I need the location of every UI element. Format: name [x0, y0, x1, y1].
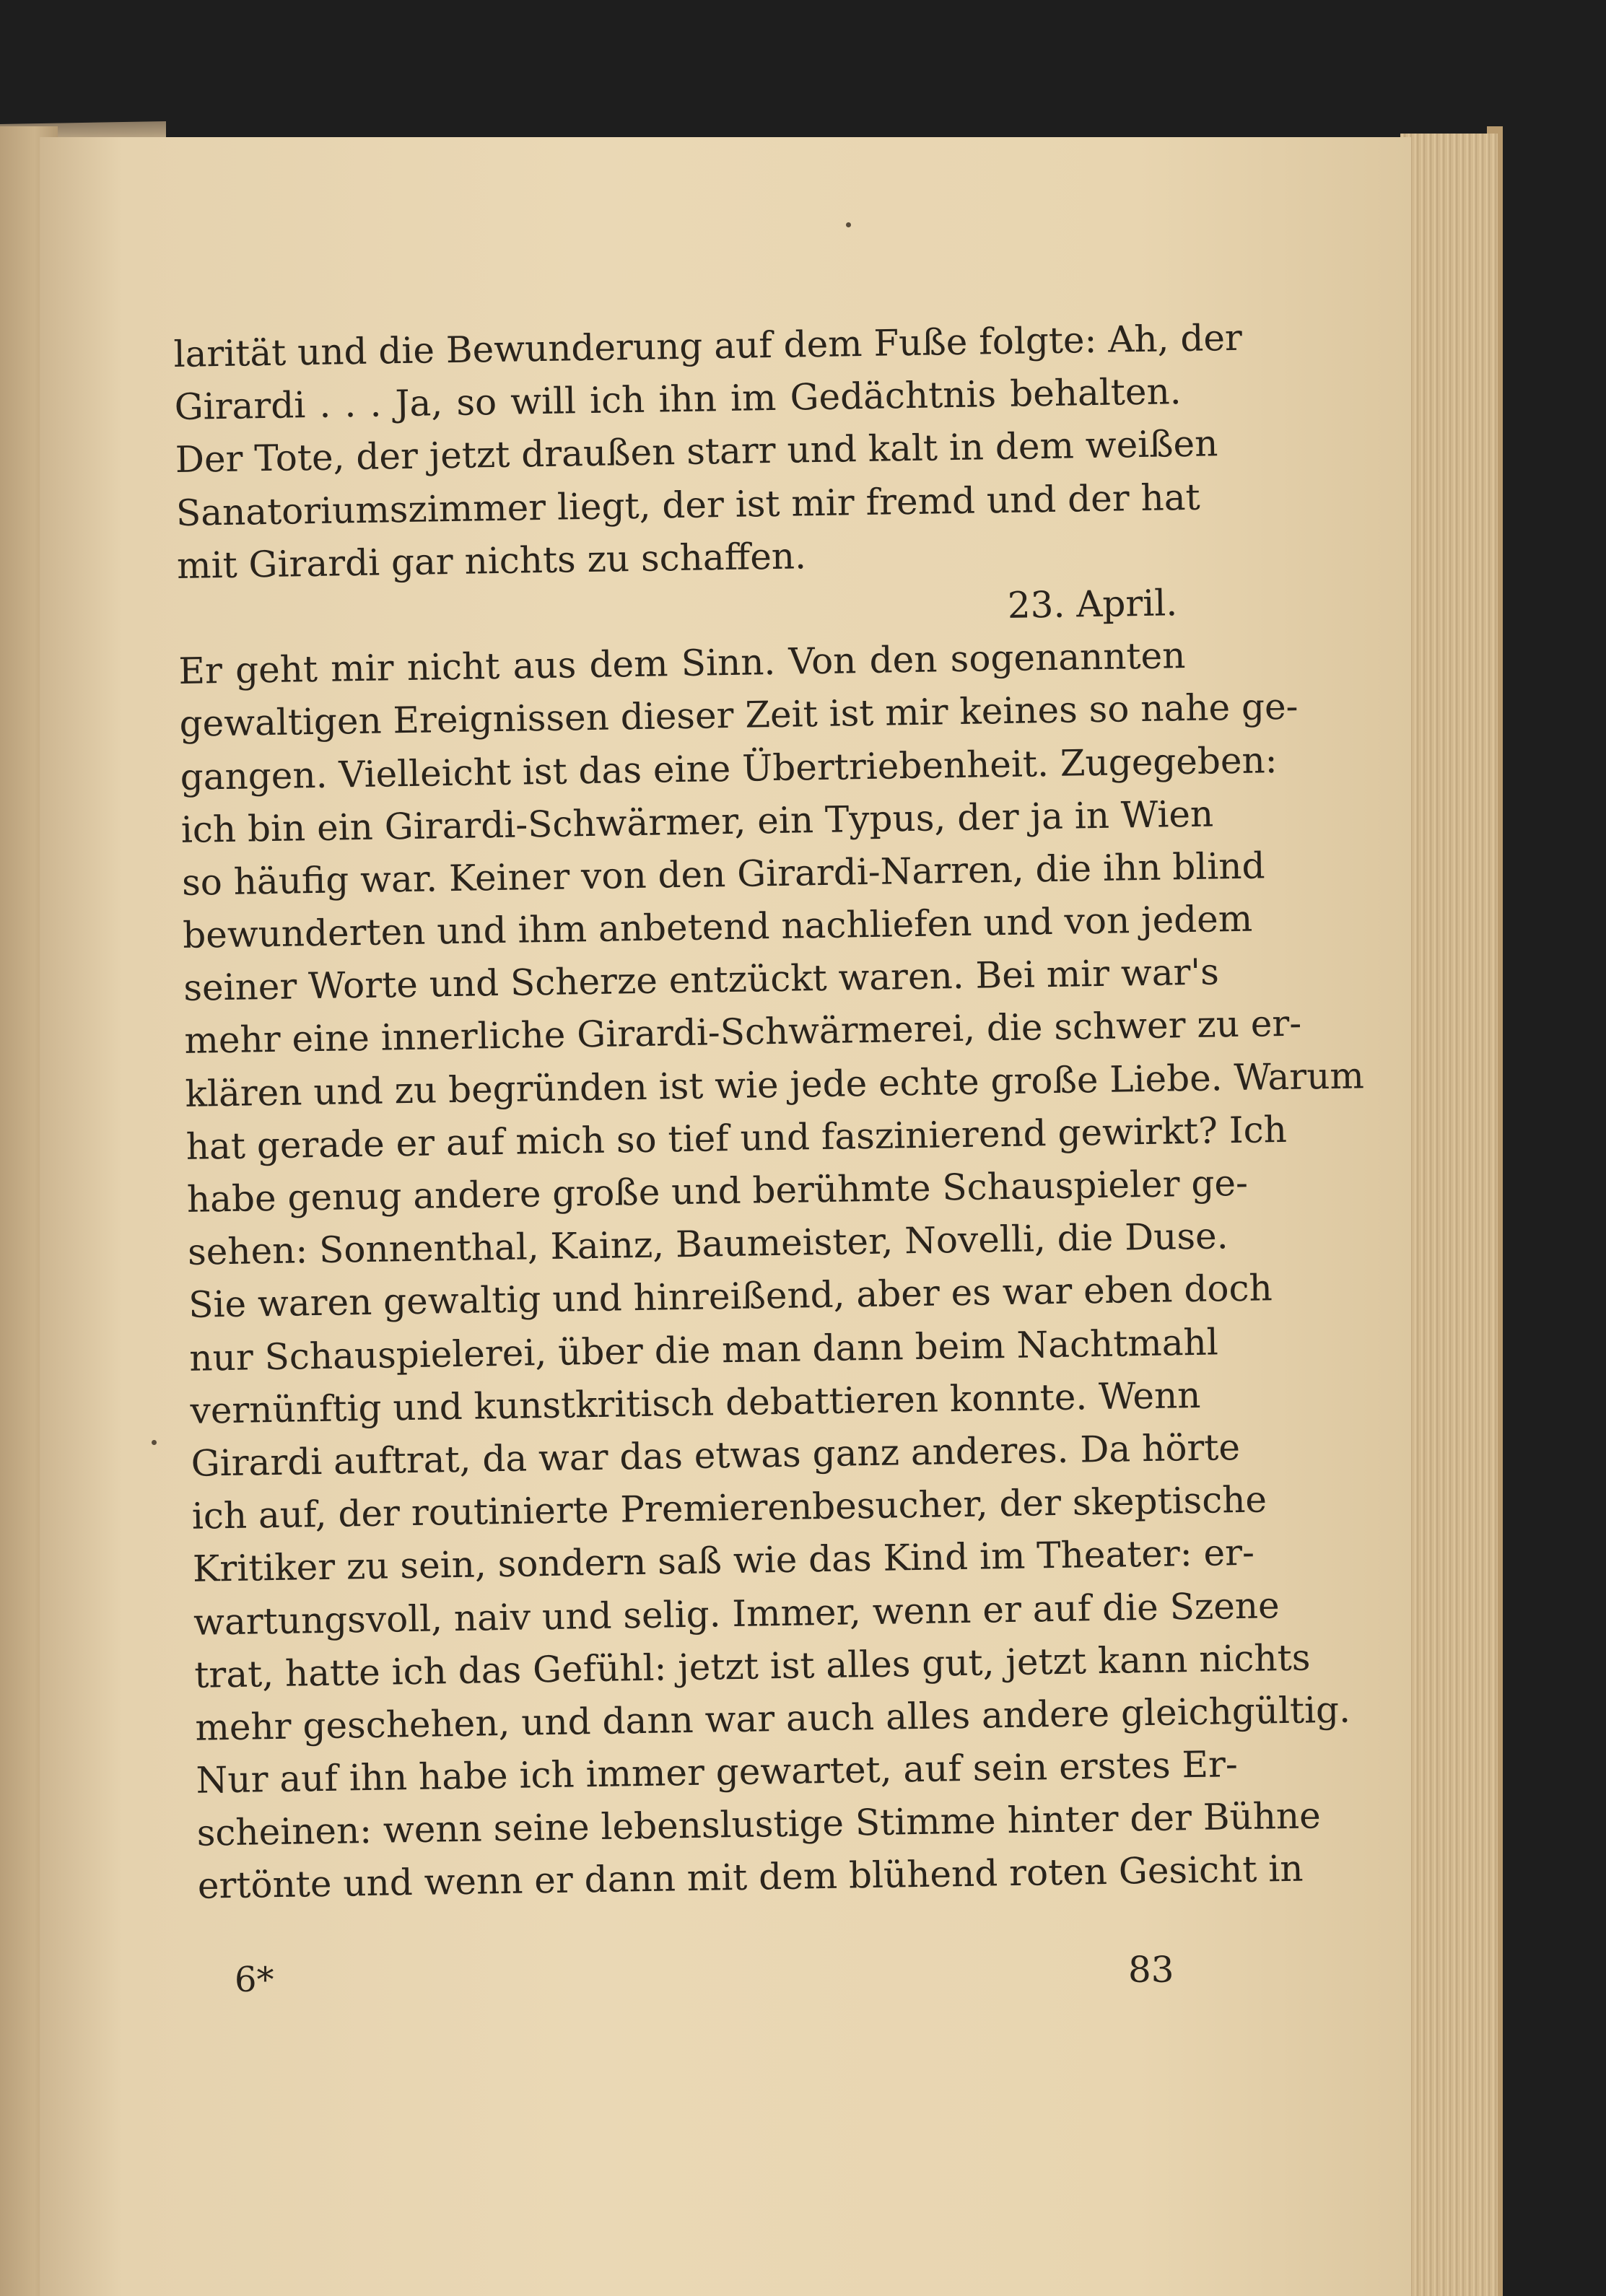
text-line: Sanatoriumszimmer liegt, der ist mir fremd und der hat [175, 476, 1201, 534]
text-line: nur Schauspielerei, über die man dann beim Nachtmahl [188, 1321, 1219, 1379]
page-number: 83 [1128, 1949, 1174, 1991]
text-line: ertönte und wenn er dann mit dem blühend roten Gesicht in [197, 1848, 1304, 1908]
text-line: sehen: Sonnenthal, Kainz, Baumeister, Novelli, die Duse. [187, 1215, 1228, 1274]
text-line: Der Tote, der jetzt draußen starr und kalt in dem weißen [175, 422, 1218, 481]
text-line: scheinen: wenn seine lebenslustige Stimme hinter der Bühne [196, 1794, 1322, 1854]
text-line: mehr eine innerliche Girardi-Schwärmerei, die schwer zu er- [184, 1003, 1302, 1062]
text-line: Kritiker zu sein, sondern saß wie das Kind im Theater: er- [192, 1531, 1255, 1591]
text-line: klären und zu begründen ist wie jede echte große Liebe. Warum [185, 1054, 1365, 1115]
text-line: ich bin ein Girardi-Schwärmer, ein Typus, der ja in Wien [180, 793, 1214, 851]
text-line: so häufig war. Keiner von den Girardi-Narren, die ihn blind [181, 844, 1265, 904]
entry-date: 23. April. [1007, 582, 1178, 627]
text-line: trat, hatte ich das Gefühl: jetzt ist alles gut, jetzt kann nichts [193, 1636, 1311, 1696]
page-speck [152, 1440, 157, 1445]
text-line: Girardi auftrat, da war das etwas ganz anderes. Da hörte [191, 1426, 1241, 1485]
text-line: ich auf, der routinierte Premierenbesucher, der skeptische [191, 1478, 1267, 1537]
text-line: gangen. Vielleicht ist das eine Übertriebenheit. Zugegeben: [180, 738, 1278, 798]
text-line: bewunderten und ihm anbetend nachliefen und von jedem [182, 897, 1253, 956]
text-line: larität und die Bewunderung auf dem Fuße folgte: Ah, der [173, 316, 1243, 375]
text-line: mehr geschehen, und dann war auch alles andere gleichgültig. [194, 1688, 1351, 1749]
text-line: Nur auf ihn habe ich immer gewartet, auf sein erstes Er- [196, 1743, 1239, 1802]
text-line: mit Girardi gar nichts zu schaffen. [176, 535, 807, 587]
text-line: Er geht mir nicht aus dem Sinn. Von den sogenannten [178, 634, 1186, 693]
text-line: seiner Worte und Scherze entzückt waren. Bei mir war's [183, 951, 1220, 1010]
page-speck [846, 222, 851, 227]
text-line: Sie waren gewaltig und hinreißend, aber es war eben doch [188, 1267, 1273, 1327]
text-line: Girardi . . . Ja, so will ich ihn im Gedächtnis behalten. [174, 370, 1182, 429]
text-line: vernünftig und kunstkritisch debattieren konnte. Wenn [190, 1374, 1201, 1432]
body-text [173, 313, 1365, 1913]
page-fore-edge [1400, 134, 1498, 2296]
signature-mark: 6* [235, 1960, 274, 2000]
text-line: wartungsvoll, naiv und selig. Immer, wenn er auf die Szene [193, 1584, 1280, 1644]
text-line: habe genug andere große und berühmte Schauspieler ge- [186, 1161, 1249, 1221]
text-line: hat gerade er auf mich so tief und faszinierend gewirkt? Ich [186, 1108, 1288, 1168]
text-line: gewaltigen Ereignissen dieser Zeit ist mir keines so nahe ge- [179, 685, 1299, 746]
